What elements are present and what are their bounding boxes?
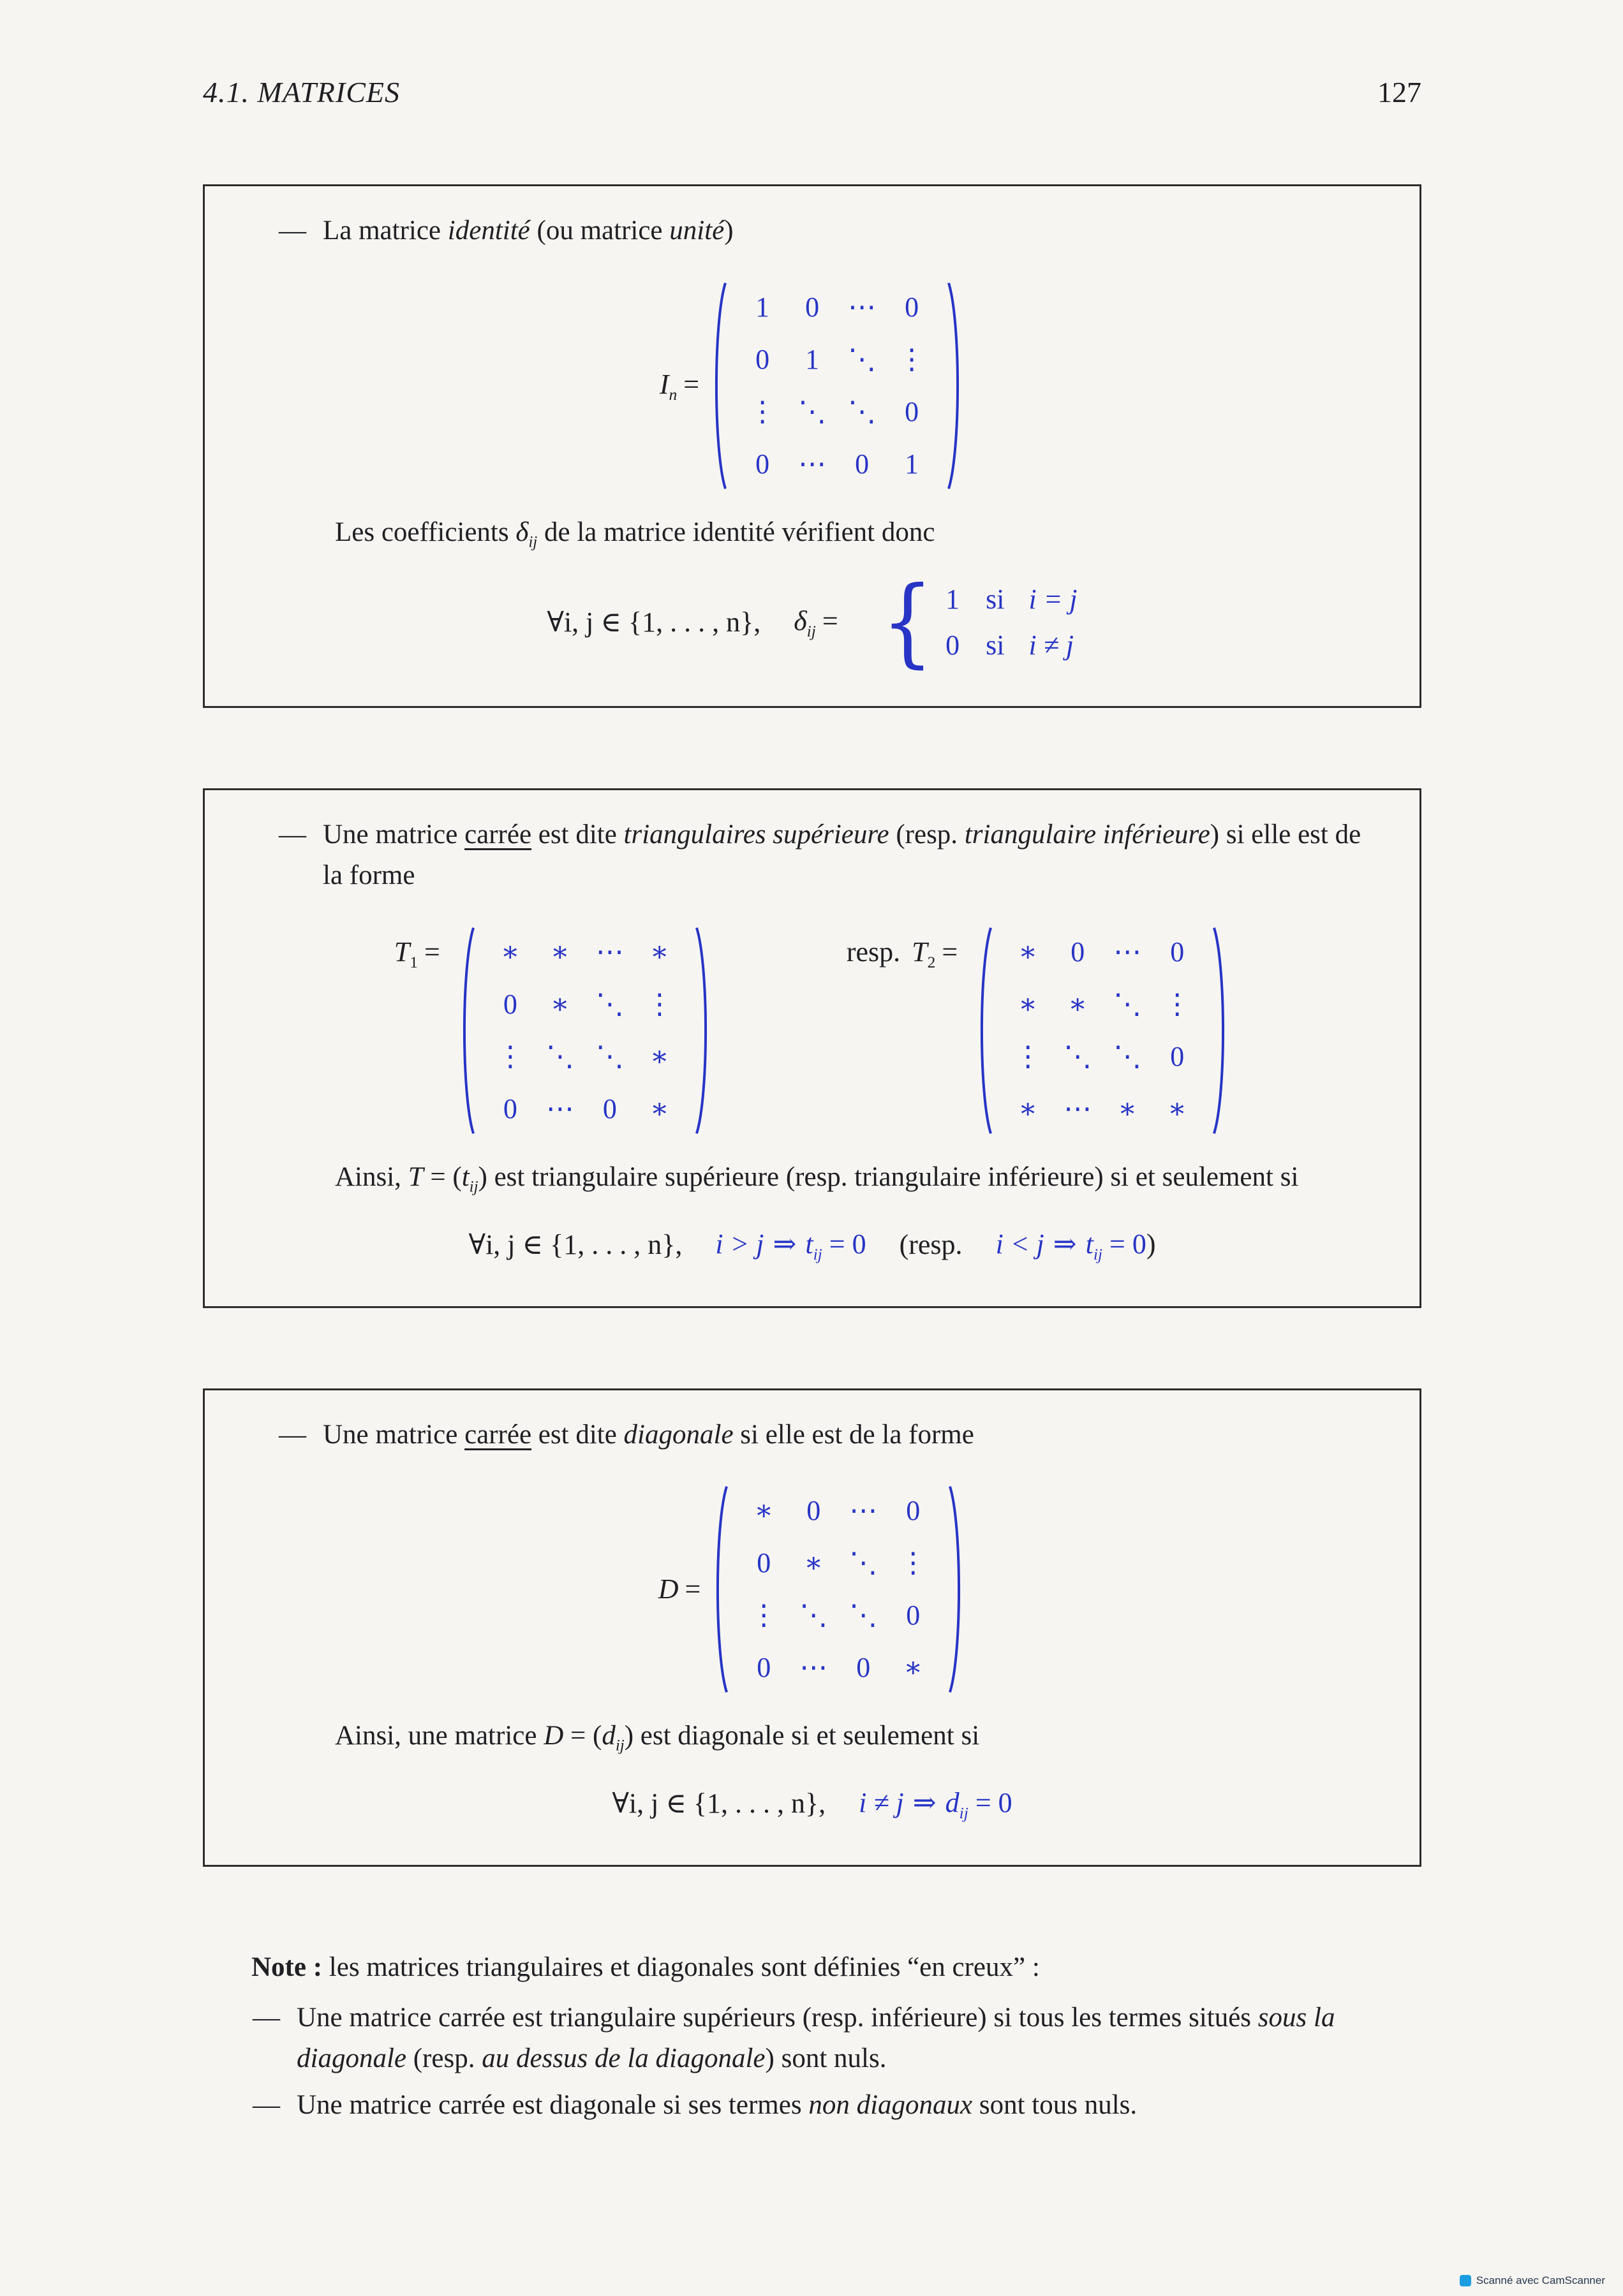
matrix-cell: 1: [755, 291, 770, 323]
case-rows: [944, 578, 1078, 666]
matrix-cell: ⋯: [545, 1093, 574, 1124]
matrix-cell: ∗: [550, 988, 570, 1020]
matrix-cell: ⋱: [849, 1547, 878, 1579]
note-item-diagonal: — Une matrice carrée est diagonale si ses termes non diagonaux sont tous nuls.: [253, 2085, 1421, 2126]
item-dash: —: [253, 2002, 280, 2033]
matrix-cell: ⋱: [848, 395, 877, 427]
matrix-cell: 0: [602, 1093, 617, 1124]
triangular-matrices-display: [238, 924, 1386, 1138]
delta-term: $\delta_{ij}$ =: [794, 605, 838, 641]
matrix-cell: ∗: [500, 936, 520, 968]
note-label: Note :: [251, 1952, 323, 1983]
diagonal-matrix-display: [238, 1482, 1386, 1696]
t2-matrix: [975, 924, 1230, 1138]
page-number: 127: [1377, 76, 1421, 108]
diagonal-box: [203, 1388, 1421, 1867]
matrix-row: [485, 1036, 685, 1078]
triangular-ainsi-paragraph: Ainsi, $T = (t_{ij})$ est triangulaire supérieure (resp. triangulaire inférieure) si et seulement si: [335, 1161, 1299, 1196]
matrix-cell: ⋱: [849, 1600, 878, 1631]
matrix-cell: ⋯: [848, 291, 877, 323]
matrix-cell: ∗: [649, 1040, 669, 1072]
matrix-cell: 0: [1170, 936, 1185, 968]
t2-label: resp. $T_2$ =: [846, 936, 958, 971]
matrix-cell: 0: [503, 988, 517, 1020]
identity-matrix-display: [238, 279, 1386, 493]
left-paren-icon: [709, 279, 729, 493]
matrix-row: [737, 339, 937, 381]
matrix-row: [737, 286, 937, 328]
implies-icon: ⇒: [1053, 1228, 1077, 1260]
matrix-cell: ∗: [1018, 936, 1038, 968]
matrix-cell: ⋱: [799, 1600, 828, 1631]
matrix-row: [485, 983, 685, 1026]
matrix-cell: 1: [805, 343, 820, 375]
triangular-condition-formula: [238, 1223, 1386, 1267]
matrix-row: [1003, 1036, 1202, 1078]
matrix-cell: ⋯: [849, 1495, 878, 1527]
matrix-cell: ⋱: [595, 1040, 624, 1072]
quantifier: ∀i, j ∈ {1, . . . , n},: [612, 1788, 826, 1820]
identity-matrix-label: $I_n$ =: [659, 369, 700, 404]
matrix-cell: 0: [805, 291, 820, 323]
matrix-cell: 0: [1071, 936, 1085, 968]
right-paren-icon: [947, 1482, 966, 1696]
triangular-box: [203, 788, 1421, 1308]
matrix-cell: ∗: [903, 1652, 923, 1684]
matrix-cell: ⋯: [1113, 936, 1142, 968]
watermark-text: Scanné avec CamScanner: [1476, 2274, 1605, 2286]
matrix-row: [739, 1647, 938, 1689]
item-dash: —: [279, 216, 306, 246]
quantifier: ∀i, j ∈ {1, . . . , n},: [468, 1228, 683, 1260]
matrix-row: [737, 391, 937, 433]
d-matrix: [711, 1482, 966, 1696]
matrix-cell: ⋮: [748, 395, 777, 427]
matrix-cell: 1: [905, 448, 919, 480]
right-paren-icon: [1211, 924, 1230, 1138]
matrix-cell: ⋮: [496, 1040, 524, 1072]
diagonal-condition-formula: [238, 1782, 1386, 1825]
case-brace-icon: {: [881, 566, 934, 678]
matrix-cell: ∗: [804, 1547, 824, 1579]
camscanner-icon: [1460, 2275, 1471, 2286]
identity-coeff-paragraph: Les coefficients $\delta_{ij}$ de la matrice identité vérifient donc: [335, 517, 935, 551]
t1-matrix-body: [483, 927, 687, 1134]
d-matrix-body: [736, 1486, 940, 1693]
matrix-cell: ⋮: [1163, 988, 1192, 1020]
note-heading: Note : les matrices triangulaires et diagonales sont définies “en creux” :: [251, 1952, 1040, 1983]
matrix-cell: 0: [856, 1652, 871, 1684]
matrix-row: [1003, 1088, 1202, 1130]
item-dash: —: [279, 819, 306, 850]
item-dash: —: [253, 2089, 280, 2120]
matrix-cell: 0: [757, 1652, 771, 1684]
matrix-cell: ⋮: [750, 1600, 778, 1631]
matrix-cell: ⋮: [1014, 1040, 1042, 1072]
diagonal-intro-item: [279, 1415, 1386, 1456]
matrix-cell: ⋯: [798, 448, 827, 480]
matrix-cell: ⋱: [848, 343, 877, 375]
matrix-row: [485, 931, 685, 973]
matrix-cell: ⋮: [645, 988, 674, 1020]
matrix-cell: 0: [503, 1093, 517, 1124]
t1-label: $T_1$ =: [394, 936, 440, 971]
note-block: [251, 1947, 1421, 2126]
identity-matrix-body: [735, 283, 939, 489]
resp-open: (resp.: [899, 1228, 963, 1260]
matrix-cell: ∗: [1018, 988, 1038, 1020]
t1-group: [394, 924, 713, 1138]
matrix-cell: ⋱: [1063, 1040, 1092, 1072]
case-row: 0 si i ≠ j: [945, 629, 1074, 661]
matrix-cell: ⋱: [1113, 1040, 1142, 1072]
identity-intro-text: La matrice identité (ou matrice unité): [323, 216, 734, 246]
matrix-cell: ∗: [1167, 1093, 1187, 1124]
diagonal-condition: i ≠ j ⇒ $d_{ij} = 0$: [859, 1787, 1012, 1822]
right-paren-icon: [693, 924, 713, 1138]
t1-matrix: [457, 924, 713, 1138]
matrix-cell: 0: [905, 395, 919, 427]
identity-box: [203, 184, 1421, 708]
matrix-cell: ⋱: [595, 988, 624, 1020]
implies-icon: ⇒: [912, 1787, 937, 1819]
item-dash: —: [279, 1419, 306, 1450]
matrix-cell: ∗: [1068, 988, 1088, 1020]
matrix-cell: 0: [906, 1600, 921, 1631]
lower-condition: i < j ⇒ $t_{ij} = 0$): [995, 1228, 1156, 1263]
triangular-intro-item: [279, 814, 1386, 897]
matrix-cell: 0: [755, 343, 770, 375]
cases-construct: [881, 566, 1078, 678]
matrix-row: [737, 443, 937, 485]
diagonal-intro-text: Une matrice carrée est dite diagonale si elle est de la forme: [323, 1419, 974, 1450]
left-paren-icon: [975, 924, 994, 1138]
diagonal-ainsi-paragraph: Ainsi, une matrice $D = (d_{ij})$ est diagonale si et seulement si: [335, 1721, 980, 1755]
matrix-cell: ⋱: [1113, 988, 1142, 1020]
section-heading: 4.1. MATRICES: [203, 76, 400, 108]
implies-icon: ⇒: [773, 1228, 797, 1260]
page-header: [203, 75, 1421, 109]
matrix-cell: ⋯: [799, 1652, 828, 1684]
matrix-row: [739, 1490, 938, 1532]
d-matrix-label: D =: [658, 1573, 701, 1605]
quantifier: ∀i, j ∈ {1, . . . , n},: [547, 606, 761, 638]
matrix-cell: ∗: [1018, 1093, 1038, 1124]
matrix-cell: ∗: [1118, 1093, 1138, 1124]
matrix-cell: ∗: [550, 936, 570, 968]
matrix-cell: 0: [855, 448, 870, 480]
t2-group: [847, 924, 1230, 1138]
case-row: 1 si i = j: [945, 583, 1078, 615]
matrix-row: [1003, 983, 1202, 1026]
matrix-cell: 0: [1170, 1040, 1185, 1072]
matrix-cell: 0: [905, 291, 919, 323]
matrix-cell: ⋮: [899, 1547, 928, 1579]
matrix-cell: 0: [757, 1547, 771, 1579]
matrix-row: [739, 1542, 938, 1584]
matrix-cell: ⋯: [595, 936, 624, 968]
matrix-cell: ∗: [649, 1093, 669, 1124]
matrix-row: [1003, 931, 1202, 973]
matrix-row: [739, 1594, 938, 1637]
matrix-cell: ⋱: [545, 1040, 574, 1072]
identity-intro-item: [279, 210, 1386, 252]
identity-matrix: [709, 279, 965, 493]
matrix-cell: ⋱: [798, 395, 827, 427]
upper-condition: i > j ⇒ $t_{ij} = 0$: [715, 1228, 866, 1263]
matrix-cell: ∗: [754, 1495, 774, 1527]
t2-matrix-body: [1000, 927, 1204, 1134]
note-item-triangular: — Une matrice carrée est triangulaire supérieurs (resp. inférieure) si tous les termes situés sous la diagonale (resp. au dessus de la diagonale) sont nuls.: [253, 1998, 1421, 2080]
right-paren-icon: [945, 279, 965, 493]
matrix-cell: ⋮: [898, 343, 926, 375]
triangular-intro-text: Une matrice carrée est dite triangulaires supérieure (resp. triangulaire inférieure) si elle est de la forme: [323, 819, 1361, 890]
matrix-row: [485, 1088, 685, 1130]
left-paren-icon: [711, 1482, 730, 1696]
matrix-cell: 0: [755, 448, 770, 480]
matrix-cell: ⋯: [1063, 1093, 1092, 1124]
matrix-cell: 0: [906, 1495, 921, 1527]
left-paren-icon: [457, 924, 477, 1138]
matrix-cell: 0: [806, 1495, 821, 1527]
resp-close: ): [1146, 1228, 1156, 1260]
identity-delta-formula: [238, 566, 1386, 678]
watermark: [1460, 2274, 1605, 2287]
matrix-cell: ∗: [649, 936, 669, 968]
